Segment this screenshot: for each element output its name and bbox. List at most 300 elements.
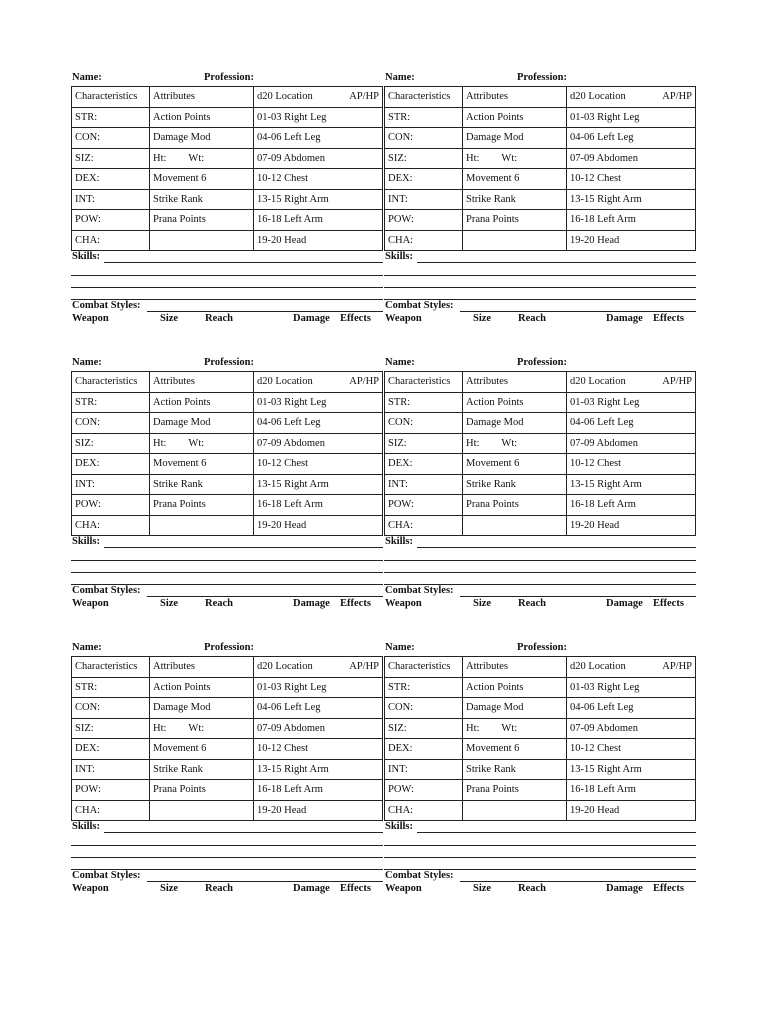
skills-line[interactable]: [384, 536, 696, 549]
location-cell[interactable]: [254, 759, 383, 780]
name-label: Name:: [72, 72, 102, 83]
characteristic-cell[interactable]: CHA:: [72, 800, 150, 821]
location-cell[interactable]: [567, 515, 696, 536]
location-cell[interactable]: [567, 759, 696, 780]
location-cell[interactable]: [567, 677, 696, 698]
character-block: [71, 72, 383, 326]
skills-line[interactable]: [384, 251, 696, 264]
ap-hp-label: AP/HP: [349, 661, 379, 673]
location-cell[interactable]: [567, 454, 696, 475]
location-cell: [567, 657, 696, 678]
characteristic-cell[interactable]: CHA:: [385, 230, 463, 251]
combat-styles-label: Combat Styles:: [72, 870, 141, 881]
attribute-cell[interactable]: Damage Mod: [463, 413, 567, 434]
stats-table: [71, 86, 383, 251]
attribute-cell[interactable]: [463, 148, 567, 169]
skills-blank-line[interactable]: [384, 858, 696, 870]
attribute-cell[interactable]: Action Points: [463, 677, 567, 698]
skills-underline: [417, 547, 696, 548]
characteristic-cell[interactable]: DEX:: [72, 454, 150, 475]
block-header: [71, 72, 383, 86]
location-cell[interactable]: [567, 148, 696, 169]
attribute-cell[interactable]: [150, 718, 254, 739]
location-cell: [254, 87, 383, 108]
characteristic-cell[interactable]: SIZ:: [385, 718, 463, 739]
attribute-cell: Attributes: [463, 657, 567, 678]
characteristic-cell[interactable]: STR:: [385, 677, 463, 698]
location-cell[interactable]: [254, 495, 383, 516]
skills-label: Skills:: [385, 251, 414, 262]
size-label: Size: [473, 598, 492, 609]
table-row: [385, 107, 696, 128]
combat-styles-label: Combat Styles:: [385, 585, 454, 596]
skills-blank-line[interactable]: [71, 561, 383, 573]
characteristic-cell[interactable]: STR:: [385, 107, 463, 128]
location-label: 13-15 Right Arm: [257, 763, 329, 775]
table-row: [72, 148, 383, 169]
location-cell[interactable]: [567, 210, 696, 231]
location-cell[interactable]: [567, 474, 696, 495]
attribute-cell[interactable]: Strike Rank: [463, 189, 567, 210]
combat-styles-line[interactable]: [384, 585, 696, 598]
location-cell[interactable]: [567, 413, 696, 434]
location-label: d20 Location: [570, 661, 626, 673]
size-label: Size: [160, 883, 179, 894]
characteristic-cell: Characteristics: [72, 657, 150, 678]
location-label: 07-09 Abdomen: [570, 437, 638, 449]
attribute-cell[interactable]: Damage Mod: [150, 413, 254, 434]
location-cell[interactable]: [254, 210, 383, 231]
location-label: 13-15 Right Arm: [570, 478, 642, 490]
attribute-cell[interactable]: Movement 6: [463, 739, 567, 760]
location-label: 13-15 Right Arm: [570, 193, 642, 205]
weapon-label: Weapon: [385, 883, 422, 894]
location-cell[interactable]: [254, 128, 383, 149]
characteristic-cell[interactable]: CHA:: [72, 230, 150, 251]
location-wrap: [570, 661, 692, 672]
attribute-cell[interactable]: [150, 800, 254, 821]
skills-blank-line[interactable]: [384, 834, 696, 846]
location-wrap: [570, 458, 692, 469]
location-cell[interactable]: [254, 739, 383, 760]
table-row: [385, 515, 696, 536]
location-cell[interactable]: [567, 495, 696, 516]
table-row: [72, 413, 383, 434]
characteristic-cell[interactable]: POW:: [72, 210, 150, 231]
attribute-cell[interactable]: Action Points: [463, 392, 567, 413]
characteristic-cell[interactable]: SIZ:: [385, 148, 463, 169]
character-block: [71, 642, 383, 896]
table-row: [385, 759, 696, 780]
attribute-cell[interactable]: Prana Points: [463, 495, 567, 516]
attribute-cell[interactable]: Prana Points: [463, 210, 567, 231]
skills-label: Skills:: [72, 821, 101, 832]
location-cell[interactable]: [567, 392, 696, 413]
combat-styles-underline: [460, 881, 696, 882]
characteristic-cell[interactable]: DEX:: [385, 739, 463, 760]
location-wrap: [257, 723, 379, 734]
table-header-row: [385, 87, 696, 108]
location-wrap: [570, 132, 692, 143]
attribute-cell[interactable]: [463, 433, 567, 454]
location-cell: [254, 657, 383, 678]
stats-table: [384, 371, 696, 536]
location-wrap: [570, 743, 692, 754]
characteristic-cell[interactable]: STR:: [72, 392, 150, 413]
location-wrap: [570, 438, 692, 449]
characteristic-cell: Characteristics: [385, 657, 463, 678]
weight-label: Wt:: [501, 437, 518, 449]
location-wrap: [257, 214, 379, 225]
attribute-cell[interactable]: Prana Points: [463, 780, 567, 801]
table-row: [72, 800, 383, 821]
characteristic-cell[interactable]: POW:: [385, 495, 463, 516]
location-label: 10-12 Chest: [257, 743, 309, 755]
table-row: [72, 759, 383, 780]
attribute-cell[interactable]: Action Points: [150, 677, 254, 698]
profession-label: Profession:: [204, 357, 254, 368]
location-label: d20 Location: [257, 91, 313, 103]
characteristic-cell[interactable]: CHA:: [385, 515, 463, 536]
table-row: [72, 780, 383, 801]
location-cell[interactable]: [254, 433, 383, 454]
size-label: Size: [160, 313, 179, 324]
location-wrap: [570, 764, 692, 775]
characteristic-cell[interactable]: CON:: [72, 128, 150, 149]
attribute-cell[interactable]: Movement 6: [463, 454, 567, 475]
skills-blank-line[interactable]: [384, 549, 696, 561]
attribute-cell[interactable]: Damage Mod: [463, 698, 567, 719]
table-header-row: [72, 657, 383, 678]
combat-styles-line[interactable]: [71, 870, 383, 883]
location-cell[interactable]: [567, 433, 696, 454]
damage-label: Damage: [293, 883, 330, 894]
location-label: 07-09 Abdomen: [257, 152, 325, 164]
location-cell[interactable]: [254, 230, 383, 251]
location-wrap: [570, 417, 692, 428]
attribute-cell[interactable]: [463, 718, 567, 739]
profession-label: Profession:: [204, 72, 254, 83]
attribute-cell[interactable]: Action Points: [463, 107, 567, 128]
location-label: 19-20 Head: [570, 234, 620, 246]
table-row: [72, 677, 383, 698]
location-label: 04-06 Left Leg: [257, 132, 321, 144]
location-label: 19-20 Head: [570, 804, 620, 816]
location-cell[interactable]: [254, 718, 383, 739]
location-cell[interactable]: [254, 698, 383, 719]
location-label: 19-20 Head: [257, 519, 307, 531]
location-cell[interactable]: [254, 107, 383, 128]
stats-table: [71, 371, 383, 536]
attribute-cell: Attributes: [463, 372, 567, 393]
skills-blank-line[interactable]: [384, 276, 696, 288]
attribute-cell[interactable]: Movement 6: [463, 169, 567, 190]
characteristic-cell[interactable]: SIZ:: [72, 148, 150, 169]
table-row: [72, 210, 383, 231]
reach-label: Reach: [518, 313, 546, 324]
skills-line[interactable]: [71, 251, 383, 264]
location-label: 07-09 Abdomen: [257, 437, 325, 449]
table-row: [385, 718, 696, 739]
profession-label: Profession:: [517, 642, 567, 653]
characteristic-cell[interactable]: STR:: [385, 392, 463, 413]
attribute-cell[interactable]: [463, 800, 567, 821]
location-cell[interactable]: [254, 780, 383, 801]
height-label: Ht:: [153, 722, 167, 734]
weapon-label: Weapon: [72, 313, 109, 324]
weapon-header: [71, 313, 383, 326]
location-cell[interactable]: [254, 169, 383, 190]
weight-label: Wt:: [501, 152, 518, 164]
characteristic-cell[interactable]: POW:: [72, 495, 150, 516]
character-block: [384, 72, 696, 326]
skills-blank-line[interactable]: [71, 573, 383, 585]
weapon-label: Weapon: [385, 313, 422, 324]
attribute-cell[interactable]: Movement 6: [150, 169, 254, 190]
skills-blank-line[interactable]: [384, 264, 696, 276]
characteristic-cell[interactable]: CON:: [385, 128, 463, 149]
skills-blank-line[interactable]: [384, 846, 696, 858]
combat-styles-underline: [147, 881, 383, 882]
location-wrap: [257, 194, 379, 205]
attribute-cell[interactable]: Damage Mod: [150, 698, 254, 719]
characteristic-cell[interactable]: STR:: [72, 677, 150, 698]
skills-blank-line[interactable]: [71, 858, 383, 870]
characteristic-cell[interactable]: POW:: [72, 780, 150, 801]
combat-styles-line[interactable]: [71, 585, 383, 598]
table-row: [72, 392, 383, 413]
attribute-cell[interactable]: [150, 515, 254, 536]
attribute-cell[interactable]: Prana Points: [150, 780, 254, 801]
table-row: [385, 474, 696, 495]
characteristic-cell[interactable]: INT:: [385, 474, 463, 495]
characteristic-cell[interactable]: STR:: [72, 107, 150, 128]
damage-label: Damage: [293, 598, 330, 609]
attribute-cell[interactable]: Movement 6: [150, 454, 254, 475]
location-label: 16-18 Left Arm: [257, 784, 323, 796]
weight-label: Wt:: [188, 152, 205, 164]
table-row: [385, 230, 696, 251]
location-cell[interactable]: [254, 413, 383, 434]
location-cell[interactable]: [254, 515, 383, 536]
table-row: [385, 210, 696, 231]
location-wrap: [257, 682, 379, 693]
location-label: d20 Location: [257, 376, 313, 388]
location-wrap: [570, 723, 692, 734]
location-cell[interactable]: [254, 148, 383, 169]
characteristic-cell[interactable]: INT:: [385, 759, 463, 780]
location-cell[interactable]: [254, 474, 383, 495]
characteristic-cell[interactable]: DEX:: [72, 739, 150, 760]
attribute-cell[interactable]: Prana Points: [150, 210, 254, 231]
location-wrap: [570, 499, 692, 510]
combat-styles-line[interactable]: [71, 300, 383, 313]
stats-table: [71, 656, 383, 821]
ap-hp-label: AP/HP: [349, 91, 379, 103]
location-cell[interactable]: [254, 189, 383, 210]
characteristic-cell[interactable]: SIZ:: [385, 433, 463, 454]
table-row: [385, 677, 696, 698]
effects-label: Effects: [653, 313, 684, 324]
location-cell[interactable]: [254, 392, 383, 413]
skills-blank-line[interactable]: [384, 573, 696, 585]
profession-label: Profession:: [204, 642, 254, 653]
characteristic-cell[interactable]: CON:: [385, 413, 463, 434]
height-label: Ht:: [153, 437, 167, 449]
effects-label: Effects: [653, 883, 684, 894]
location-wrap: [570, 153, 692, 164]
location-wrap: [257, 112, 379, 123]
characteristic-cell[interactable]: SIZ:: [72, 718, 150, 739]
characteristic-cell[interactable]: POW:: [385, 780, 463, 801]
skills-blank-line[interactable]: [384, 288, 696, 300]
combat-styles-line[interactable]: [384, 300, 696, 313]
attribute-cell[interactable]: Strike Rank: [463, 474, 567, 495]
attribute-cell[interactable]: Action Points: [150, 392, 254, 413]
location-cell[interactable]: [567, 698, 696, 719]
location-cell[interactable]: [567, 800, 696, 821]
characteristic-cell[interactable]: INT:: [72, 189, 150, 210]
location-wrap: [257, 520, 379, 531]
attribute-cell[interactable]: Movement 6: [150, 739, 254, 760]
combat-styles-line[interactable]: [384, 870, 696, 883]
attribute-cell[interactable]: Action Points: [150, 107, 254, 128]
skills-label: Skills:: [385, 821, 414, 832]
table-row: [385, 148, 696, 169]
location-cell[interactable]: [567, 128, 696, 149]
table-row: [72, 230, 383, 251]
attribute-cell: Attributes: [150, 372, 254, 393]
location-wrap: [257, 153, 379, 164]
location-label: 16-18 Left Arm: [570, 784, 636, 796]
characteristic-cell[interactable]: DEX:: [385, 454, 463, 475]
location-label: 16-18 Left Arm: [570, 214, 636, 226]
table-row: [72, 495, 383, 516]
location-wrap: [570, 784, 692, 795]
skills-line[interactable]: [71, 536, 383, 549]
location-wrap: [570, 805, 692, 816]
location-wrap: [570, 173, 692, 184]
characteristic-cell[interactable]: INT:: [72, 759, 150, 780]
location-cell[interactable]: [567, 169, 696, 190]
attribute-cell[interactable]: Damage Mod: [150, 128, 254, 149]
skills-blank-line[interactable]: [71, 288, 383, 300]
table-row: [385, 169, 696, 190]
name-label: Name:: [385, 357, 415, 368]
attribute-cell[interactable]: Strike Rank: [463, 759, 567, 780]
effects-label: Effects: [340, 313, 371, 324]
characteristic-cell[interactable]: CHA:: [385, 800, 463, 821]
table-row: [72, 515, 383, 536]
effects-label: Effects: [340, 598, 371, 609]
characteristic-cell[interactable]: CHA:: [72, 515, 150, 536]
combat-styles-underline: [147, 596, 383, 597]
attribute-cell[interactable]: Strike Rank: [150, 759, 254, 780]
skills-underline: [417, 832, 696, 833]
skills-blank-line[interactable]: [71, 549, 383, 561]
table-row: [385, 128, 696, 149]
attribute-cell[interactable]: [463, 515, 567, 536]
skills-blank-line[interactable]: [384, 561, 696, 573]
location-cell[interactable]: [254, 800, 383, 821]
ap-hp-label: AP/HP: [662, 376, 692, 388]
location-label: 10-12 Chest: [257, 173, 309, 185]
location-wrap: [257, 764, 379, 775]
skills-blank-line[interactable]: [71, 276, 383, 288]
location-cell[interactable]: [567, 107, 696, 128]
combat-styles-label: Combat Styles:: [385, 870, 454, 881]
attribute-cell[interactable]: Damage Mod: [463, 128, 567, 149]
location-wrap: [570, 214, 692, 225]
location-label: 04-06 Left Leg: [257, 702, 321, 714]
weapon-header: [71, 883, 383, 896]
location-label: d20 Location: [570, 91, 626, 103]
skills-line[interactable]: [384, 821, 696, 834]
attribute-cell[interactable]: [150, 433, 254, 454]
table-row: [72, 474, 383, 495]
location-cell[interactable]: [567, 739, 696, 760]
characteristic-cell[interactable]: CON:: [72, 698, 150, 719]
attribute-cell[interactable]: Strike Rank: [150, 474, 254, 495]
location-wrap: [570, 194, 692, 205]
location-wrap: [257, 91, 379, 102]
stats-table: [384, 86, 696, 251]
combat-styles-underline: [460, 596, 696, 597]
location-cell[interactable]: [567, 230, 696, 251]
skills-underline: [104, 547, 383, 548]
characteristic-cell[interactable]: DEX:: [72, 169, 150, 190]
location-cell[interactable]: [567, 718, 696, 739]
skills-line[interactable]: [71, 821, 383, 834]
attribute-cell: Attributes: [150, 657, 254, 678]
block-header: [384, 72, 696, 86]
location-wrap: [257, 499, 379, 510]
skills-blank-line[interactable]: [71, 834, 383, 846]
attribute-cell[interactable]: [150, 148, 254, 169]
combat-styles-label: Combat Styles:: [72, 585, 141, 596]
location-cell[interactable]: [567, 189, 696, 210]
combat-styles-underline: [460, 311, 696, 312]
weapon-header: [71, 598, 383, 611]
location-cell: [254, 372, 383, 393]
characteristic-cell[interactable]: INT:: [385, 189, 463, 210]
location-cell[interactable]: [254, 677, 383, 698]
characteristic-cell[interactable]: SIZ:: [72, 433, 150, 454]
table-row: [385, 800, 696, 821]
characteristic-cell[interactable]: CON:: [72, 413, 150, 434]
characteristic-cell[interactable]: INT:: [72, 474, 150, 495]
characteristic-cell[interactable]: DEX:: [385, 169, 463, 190]
weapon-header: [384, 598, 696, 611]
location-wrap: [570, 91, 692, 102]
location-cell[interactable]: [254, 454, 383, 475]
location-wrap: [257, 479, 379, 490]
skills-blank-line[interactable]: [71, 846, 383, 858]
height-label: Ht:: [153, 152, 167, 164]
attribute-cell[interactable]: [463, 230, 567, 251]
location-wrap: [570, 702, 692, 713]
characteristic-cell[interactable]: CON:: [385, 698, 463, 719]
attribute-cell[interactable]: Strike Rank: [150, 189, 254, 210]
location-label: 04-06 Left Leg: [570, 417, 634, 429]
characteristic-cell[interactable]: POW:: [385, 210, 463, 231]
skills-blank-line[interactable]: [71, 264, 383, 276]
location-cell[interactable]: [567, 780, 696, 801]
attribute-cell[interactable]: [150, 230, 254, 251]
block-header: [71, 642, 383, 656]
attribute-cell[interactable]: Prana Points: [150, 495, 254, 516]
location-cell: [567, 372, 696, 393]
